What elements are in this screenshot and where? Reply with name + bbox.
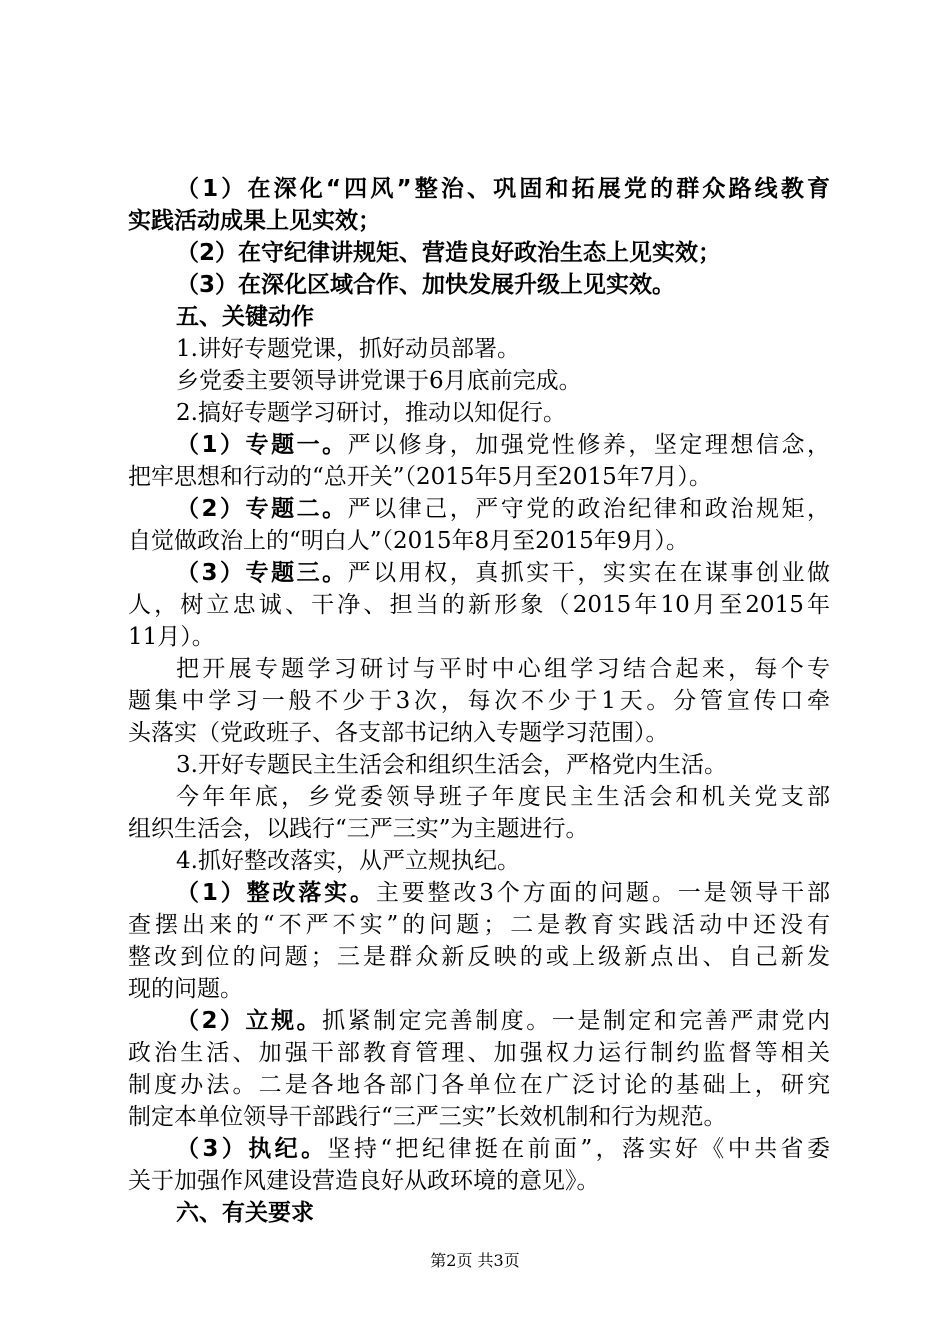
paragraph [128,333,830,365]
text-line [128,621,830,653]
text-line [128,461,830,493]
line-text: 3.开好专题民主生活会和组织生活会，严格党内生活。 [176,752,727,778]
bold-lead: （2）专题二。 [176,496,348,522]
text-line [128,1037,830,1069]
text-line [128,173,830,205]
paragraph [128,173,830,237]
line-text: 人，树立忠诚、干净、担当的新形象（2015年10月至2015年 [128,592,830,618]
text-line [128,685,830,717]
text-line [128,973,830,1005]
line-text: 自觉做政治上的“明白人”（2015年8月至2015年9月）。 [128,528,689,554]
text-line [128,717,830,749]
text-line [128,557,830,589]
text-line [128,1165,830,1197]
bold-lead: （3）专题三。 [176,560,348,586]
line-text: 题集中学习一般不少于3次，每次不少于1天。分管宣传口牵 [128,688,830,714]
line-text: 整改到位的问题；三是群众新反映的或上级新点出、自己新发 [128,944,830,970]
text-line [128,813,830,845]
paragraph [128,653,830,749]
text-line [128,397,830,429]
text-line [128,749,830,781]
paragraph [128,1133,830,1197]
text-line [128,1005,830,1037]
line-text: 严以修身，加强党性修养，坚定理想信念， [347,432,830,458]
paragraph [128,1197,830,1229]
text-line [128,781,830,813]
line-text: （2）在守纪律讲规矩、营造良好政治生态上见实效； [176,240,722,266]
text-line [128,589,830,621]
paragraph [128,557,830,653]
line-text: 严以用权，真抓实干，实实在在谋事创业做 [347,560,830,586]
line-text: （1）在深化“四风”整治、巩固和拓展党的群众路线教育 [176,176,830,202]
line-text: 查摆出来的“不严不实”的问题；二是教育实践活动中还没有 [128,912,830,938]
text-line [128,301,830,333]
text-line [128,653,830,685]
line-text: 严以律己，严守党的政治纪律和政治规矩， [347,496,830,522]
page-footer: 第2页 共3页 [430,1251,520,1270]
text-line [128,1197,830,1229]
text-line [128,1133,830,1165]
text-line [128,429,830,461]
bold-lead: （1）整改落实。 [176,880,376,906]
paragraph [128,269,830,301]
line-text: 政治生活、加强干部教育管理、加强权力运行制约监督等相关 [128,1040,830,1066]
line-text: 2.搞好专题学习研讨，推动以知促行。 [176,400,566,426]
document-body [128,173,830,1229]
paragraph [128,397,830,429]
line-text: 把牢思想和行动的“总开关”（2015年5月至2015年7月）。 [128,464,712,490]
line-text: 把开展专题学习研讨与平时中心组学习结合起来，每个专 [176,656,830,682]
bold-lead: （2）立规。 [176,1008,323,1034]
paragraph [128,749,830,781]
line-text: 组织生活会，以践行“三严三实”为主题进行。 [128,816,589,842]
line-text: 制定本单位领导干部践行“三严三实”长效机制和行为规范。 [128,1104,727,1130]
paragraph [128,877,830,1005]
text-line [128,877,830,909]
line-text: 抓紧制定完善制度。一是制定和完善严肃党内 [322,1008,830,1034]
text-line [128,493,830,525]
paragraph [128,845,830,877]
line-text: （3）在深化区域合作、加快发展升级上见实效。 [176,272,676,298]
text-line [128,909,830,941]
line-text: 制度办法。二是各地各部门各单位在广泛讨论的基础上，研究 [128,1072,830,1098]
bold-lead: （1）专题一。 [176,432,348,458]
line-text: 关于加强作风建设营造良好从政环境的意见》。 [128,1168,600,1194]
text-line [128,1069,830,1101]
text-line [128,941,830,973]
text-line [128,525,830,557]
line-text: 乡党委主要领导讲党课于6月底前完成。 [176,368,582,394]
paragraph [128,237,830,269]
line-text: 4.抓好整改落实，从严立规执纪。 [176,848,520,874]
paragraph [128,781,830,845]
paragraph [128,429,830,493]
line-text: 六、有关要求 [176,1200,314,1226]
paragraph [128,493,830,557]
line-text: 五、关键动作 [176,304,314,330]
paragraph [128,1005,830,1133]
text-line [128,365,830,397]
text-line [128,237,830,269]
paragraph [128,365,830,397]
line-text: 11月）。 [128,624,215,650]
paragraph [128,301,830,333]
text-line [128,1101,830,1133]
text-line [128,845,830,877]
line-text: 实践活动成果上见实效； [128,208,381,234]
line-text: 今年年底，乡党委领导班子年度民主生活会和机关党支部 [176,784,830,810]
text-line [128,205,830,237]
line-text: 坚持“把纪律挺在前面”，落实好《中共省委 [327,1136,830,1162]
text-line [128,269,830,301]
text-line [128,333,830,365]
line-text: 主要整改3个方面的问题。一是领导干部 [375,880,830,906]
line-text: 头落实（党政班子、各支部书记纳入专题学习范围）。 [128,720,669,746]
line-text: 现的问题。 [128,976,243,1002]
line-text: 1.讲好专题党课，抓好动员部署。 [176,336,520,362]
bold-lead: （3）执纪。 [176,1136,328,1162]
